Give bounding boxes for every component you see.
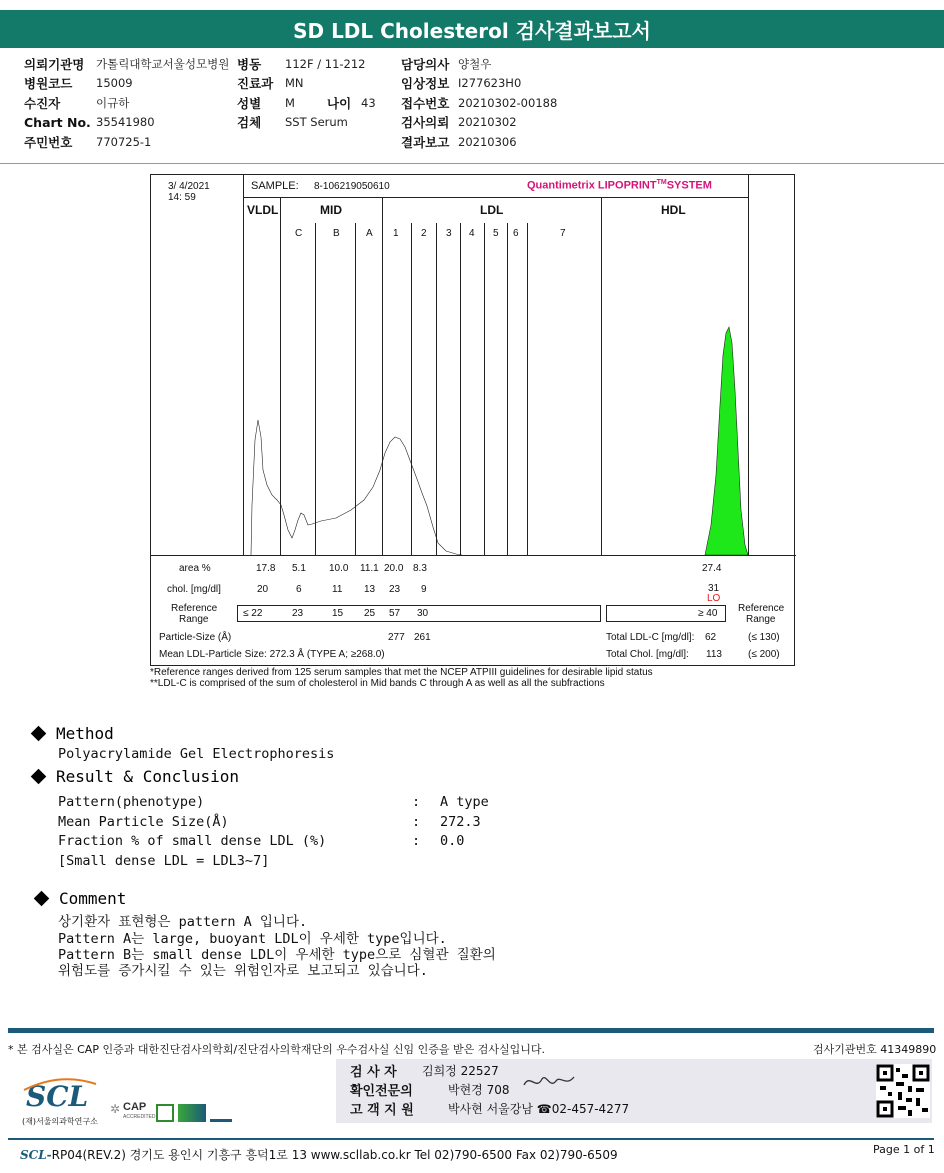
mean-ldl-size: Mean LDL-Particle Size: 272.3 Å (TYPE A; ≥268.0)	[159, 649, 385, 660]
qr-code-icon	[876, 1064, 930, 1118]
particle-label: Particle-Size (Å)	[159, 632, 232, 643]
hdl-area-value: 27.4	[702, 563, 722, 574]
band-label: 2	[421, 228, 427, 239]
hdl-peak	[705, 327, 748, 555]
band-label: B	[333, 228, 340, 239]
scl-logo-text: SCL	[26, 1080, 89, 1113]
label-specimen: 검체	[237, 115, 262, 131]
area-value: 5.1	[292, 563, 306, 574]
area-label: area %	[179, 563, 211, 574]
value-ward: 112F / 11-212	[285, 56, 366, 71]
area-value: 20.0	[384, 563, 404, 574]
accreditation-logo-3	[210, 1104, 232, 1122]
address-logo: SCL-	[20, 1148, 52, 1162]
band-label: 5	[493, 228, 499, 239]
header-ldl: LDL	[480, 203, 504, 217]
electrophoresis-curve	[151, 175, 796, 556]
particle-value: 277	[388, 632, 405, 643]
address-text: RP04(REV.2) 경기도 용인시 기흥구 흥덕1로 13 www.scllab.co.kr Tel 02)790-6500 Fax 02)790-6509	[51, 1148, 618, 1162]
scl-logo-subtitle: (재)서울의과학연구소	[22, 1117, 98, 1126]
band-label: 6	[513, 228, 519, 239]
label-resident-no: 주민번호	[24, 134, 73, 150]
curve-segment	[251, 420, 462, 555]
value-accession-no: 20210302-00188	[458, 95, 558, 110]
band-label: 1	[393, 228, 399, 239]
method-text: Polyacrylamide Gel Electrophoresis	[58, 746, 335, 762]
area-value: 11.1	[360, 563, 379, 574]
result-value: 272.3	[440, 814, 481, 830]
ref-label-right: Reference	[738, 603, 785, 614]
area-value: 17.8	[256, 563, 276, 574]
total-ldl-value: 62	[705, 632, 717, 643]
diamond-bullet-icon	[31, 726, 47, 742]
scl-swoosh-icon	[20, 1074, 100, 1094]
result-value: 0.0	[440, 833, 465, 849]
curve-outline	[251, 420, 462, 555]
ref-label-right: Range	[746, 614, 776, 625]
ref-value: 23	[292, 608, 304, 619]
signature-panel	[336, 1059, 932, 1123]
ldl-curve-group	[251, 420, 462, 555]
label-age: 나이	[327, 95, 352, 111]
method-heading	[33, 724, 114, 743]
curve-segment	[251, 420, 462, 555]
chol-value: 6	[296, 584, 302, 595]
lipoprint-chart	[150, 174, 795, 666]
label-patient-name: 수진자	[24, 95, 61, 111]
diamond-bullet-icon	[34, 891, 50, 907]
curve-segment	[251, 420, 462, 555]
value-patient-name: 이규하	[96, 95, 130, 110]
total-ldl-ref: (≤ 130)	[748, 632, 780, 643]
band-label: 4	[469, 228, 475, 239]
total-chol-ref: (≤ 200)	[748, 649, 780, 660]
lab-number: 검사기관번호 41349890	[813, 1043, 937, 1056]
area-value: 10.0	[329, 563, 349, 574]
brand-tm: TM	[656, 179, 667, 186]
patient-info-col2	[237, 54, 376, 132]
patient-info-col1	[24, 54, 229, 152]
value-report-date: 20210306	[458, 134, 517, 149]
chol-label: chol. [mg/dl]	[167, 584, 221, 595]
result-colon: :	[412, 814, 421, 830]
label-doctor: 담당의사	[401, 56, 450, 72]
header-vldl: VLDL	[247, 203, 279, 217]
value-specimen: SST Serum	[285, 115, 348, 130]
value-hospital-code: 15009	[96, 76, 133, 91]
result-note: [Small dense LDL = LDL3~7]	[58, 853, 270, 869]
report-title: SD LDL Cholesterol 검사결과보고서	[0, 10, 944, 48]
accreditation-logo-1	[156, 1104, 174, 1122]
result-label: Fraction % of small dense LDL (%)	[58, 833, 327, 849]
value-age: 43	[361, 95, 376, 110]
band-label: C	[295, 228, 303, 239]
band-label: 7	[560, 228, 566, 239]
bottom-divider	[8, 1138, 934, 1140]
hdl-flag: LO	[707, 593, 721, 604]
label-hospital-code: 병원코드	[24, 76, 73, 92]
cap-star-icon: ✲	[110, 1102, 121, 1116]
label-department: 진료과	[237, 76, 274, 92]
comment-heading-text: Comment	[59, 889, 127, 908]
total-chol-value: 113	[706, 649, 722, 660]
result-heading	[33, 767, 239, 786]
particle-value: 261	[414, 632, 431, 643]
reviewer-label: 확인전문의	[350, 1084, 413, 1099]
footnote-1: *Reference ranges derived from 125 serum samples that met the NCEP ATPIII guidelines for desirable lipid status	[150, 667, 653, 678]
signature-icon	[522, 1071, 582, 1095]
tester-value: 김희정 22527	[422, 1064, 499, 1078]
result-label: Mean Particle Size(Å)	[58, 814, 229, 830]
chol-value: 11	[332, 584, 343, 595]
result-colon: :	[412, 794, 421, 810]
support-label: 고 객 지 원	[350, 1103, 414, 1118]
reviewer-value: 박현경 708	[448, 1083, 510, 1097]
value-resident-no: 770725-1	[96, 134, 152, 149]
chol-value: 9	[421, 584, 427, 595]
cap-text: CAP	[123, 1101, 147, 1113]
chol-value: 23	[389, 584, 401, 595]
chart-date: 3/ 4/2021	[168, 181, 210, 192]
curve-segment	[251, 420, 462, 555]
comment-line: 위험도를 증가시킬 수 있는 위험인자로 보고되고 있습니다.	[58, 963, 428, 979]
label-report-date: 결과보고	[401, 134, 450, 150]
label-ward: 병동	[237, 56, 262, 72]
curve-segment	[251, 420, 462, 555]
label-sex: 성별	[237, 95, 262, 111]
patient-info-col3	[401, 54, 557, 152]
label-clinical-info: 임상정보	[401, 76, 450, 92]
total-ldl-label: Total LDL-C [mg/dl]:	[606, 632, 695, 643]
value-department: MN	[285, 76, 304, 91]
footnote-2: **LDL-C is comprised of the sum of cholesterol in Mid bands C through A as well as all the subfractions	[150, 678, 605, 689]
support-value: 박사현 서울강남 ☎02-457-4277	[448, 1102, 630, 1116]
ref-value: 15	[332, 608, 344, 619]
curve-segment	[251, 420, 462, 555]
value-doctor: 양철우	[458, 56, 492, 71]
chart-time: 14: 59	[168, 192, 196, 203]
certification-note: * 본 검사실은 CAP 인증과 대한진단검사의학회/진단검사의학재단의 우수검사실 신임 인증을 받은 검사실입니다.	[8, 1043, 546, 1056]
chol-value: 20	[257, 584, 269, 595]
ref-label: Range	[179, 614, 209, 625]
comment-heading	[36, 889, 126, 908]
brand-suffix: SYSTEM	[666, 179, 712, 192]
header-divider	[0, 163, 944, 164]
value-clinical-info: I277623H0	[458, 76, 522, 91]
comment-line: 상기환자 표현형은 pattern A 입니다.	[58, 914, 308, 930]
sample-label: SAMPLE:	[251, 180, 299, 192]
hdl-chol-value: 31	[708, 583, 720, 594]
address-line	[20, 1146, 618, 1163]
accreditation-logo-2	[178, 1104, 206, 1122]
header-mid: MID	[320, 203, 342, 217]
label-hospital: 의뢰기관명	[24, 56, 85, 72]
diamond-bullet-icon	[31, 769, 47, 785]
cap-subtext: ACCREDITED	[123, 1114, 156, 1120]
ref-value: 57	[389, 608, 401, 619]
result-label: Pattern(phenotype)	[58, 794, 205, 810]
sample-id: 8-106219050610	[314, 181, 390, 192]
header-hdl: HDL	[661, 203, 686, 217]
total-chol-label: Total Chol. [mg/dl]:	[606, 649, 689, 660]
brand-text: Quantimetrix LIPOPRINT	[527, 179, 657, 192]
scl-logo	[20, 1078, 100, 1128]
value-chart-no: 35541980	[96, 115, 155, 130]
chol-value: 13	[364, 584, 376, 595]
band-label: 3	[446, 228, 452, 239]
ref-label: Reference	[171, 603, 218, 614]
ref-value: 25	[364, 608, 376, 619]
value-hospital: 가톨릭대학교서울성모병원	[96, 56, 230, 71]
ref-value: ≤ 22	[243, 608, 263, 619]
page-number: Page 1 of 1	[873, 1143, 935, 1156]
method-heading-text: Method	[56, 724, 114, 743]
comment-line: Pattern B는 small dense LDL이 우세한 type으로 심혈관 질환의	[58, 947, 496, 963]
tester-label: 검 사 자	[350, 1065, 397, 1080]
value-sex: M	[285, 95, 295, 110]
label-accession-no: 접수번호	[401, 95, 450, 111]
footer-bar	[8, 1028, 934, 1033]
band-label: A	[366, 228, 373, 239]
hdl-ref-value: ≥ 40	[698, 608, 718, 619]
comment-line: Pattern A는 large, buoyant LDL이 우세한 type입니다.	[58, 931, 447, 947]
value-request-date: 20210302	[458, 115, 517, 130]
result-heading-text: Result & Conclusion	[56, 767, 240, 786]
result-value: A type	[440, 794, 489, 810]
ref-value: 30	[417, 608, 429, 619]
result-colon: :	[412, 833, 421, 849]
label-request-date: 검사의뢰	[401, 115, 450, 131]
label-chart-no: Chart No.	[24, 114, 91, 130]
area-value: 8.3	[413, 563, 427, 574]
